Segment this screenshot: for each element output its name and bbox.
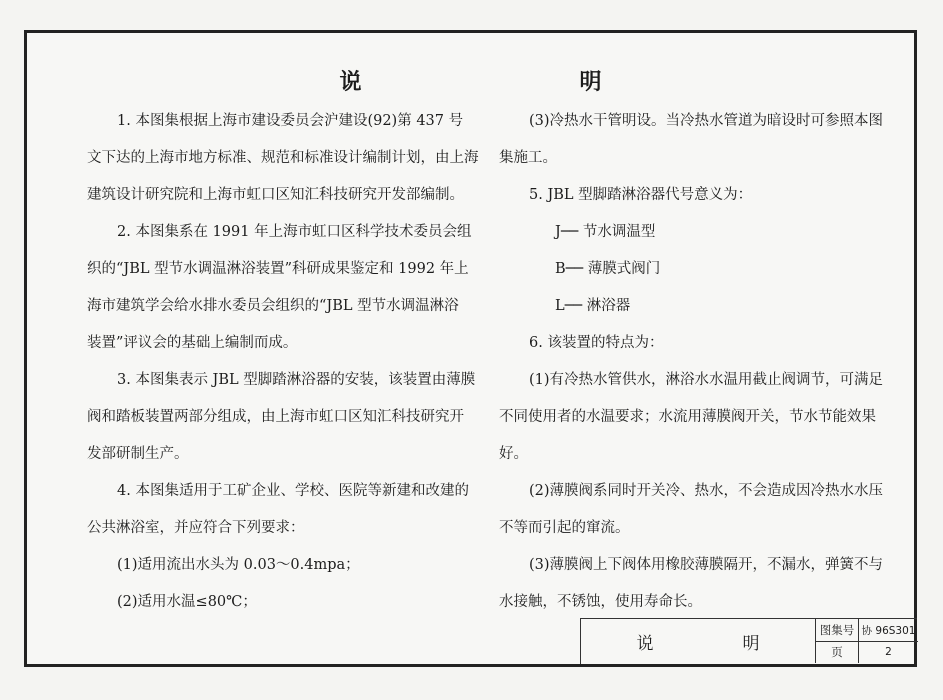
- drawing-sheet: [24, 30, 917, 667]
- text-line: (2)薄膜阀系同时开关冷、热水，不会造成因冷热水水压: [529, 483, 884, 499]
- atlas-number-row: [816, 619, 918, 642]
- text-line: 水接触，不锈蚀，使用寿命长。: [499, 594, 702, 610]
- text-line: J── 节水调温型: [555, 224, 656, 240]
- right-column: [499, 103, 889, 621]
- text-line: (2)适用水温≤80℃；: [117, 594, 257, 610]
- paragraph: [87, 103, 507, 214]
- text-line: (3)薄膜阀上下阀体用橡胶薄膜隔开，不漏水，弹簧不与: [529, 557, 884, 573]
- text-line: 1. 本图集根据上海市建设委员会沪建设(92)第 437 号: [117, 113, 464, 129]
- text-line: 阀和踏板装置两部分组成，由上海市虹口区知汇科技研究开: [87, 409, 464, 425]
- page-number-row: [816, 641, 918, 663]
- left-column: [87, 103, 507, 621]
- text-line: 5. JBL 型脚踏淋浴器代号意义为：: [529, 187, 753, 203]
- text-line: 发部研制生产。: [87, 446, 189, 462]
- text-line: 4. 本图集适用于工矿企业、学校、医院等新建和改建的: [117, 483, 469, 499]
- text-line: 好。: [499, 446, 528, 462]
- paragraph: [499, 362, 889, 473]
- text-line: 2. 本图集系在 1991 年上海市虹口区科学技术委员会组: [117, 224, 472, 240]
- title-block: [580, 618, 917, 664]
- text-line: (1)适用流出水头为 0.03～0.4mpa；: [117, 557, 360, 573]
- paragraph: [87, 473, 507, 547]
- atlas-number-label: 图集号: [816, 619, 859, 641]
- text-line: 不等而引起的窜流。: [499, 520, 630, 536]
- text-line: 公共淋浴室，并应符合下列要求：: [87, 520, 305, 536]
- text-line: (3)冷热水干管明设。当冷热水管道为暗设时可参照本图: [529, 113, 884, 129]
- text-line: 6. 该装置的特点为：: [529, 335, 664, 351]
- text-line: 3. 本图集表示 JBL 型脚踏淋浴器的安装，该装置由薄膜: [117, 372, 476, 388]
- paragraph: [499, 214, 889, 251]
- paragraph: [87, 584, 507, 621]
- paragraph: [87, 362, 507, 473]
- page-number-label: 页: [816, 641, 859, 663]
- text-line: 集施工。: [499, 150, 557, 166]
- page-title: 说 明: [339, 70, 660, 95]
- paragraph: [499, 325, 889, 362]
- text-line: 海市建筑学会给水排水委员会组织的“JBL 型节水调温淋浴: [87, 298, 459, 314]
- text-line: 文下达的上海市地方标准、规范和标准设计编制计划，由上海: [87, 150, 479, 166]
- text-line: 不同使用者的水温要求；水流用薄膜阀开关，节水节能效果: [499, 409, 876, 425]
- text-line: 建筑设计研究院和上海市虹口区知汇科技研究开发部编制。: [87, 187, 464, 203]
- title-block-name: 说 明: [581, 619, 816, 663]
- paragraph: [87, 214, 507, 362]
- text-line: L── 淋浴器: [555, 298, 631, 314]
- text-line: B── 薄膜式阀门: [555, 261, 661, 277]
- paragraph: [499, 177, 889, 214]
- atlas-number-value: 协 96S301: [861, 624, 916, 637]
- text-line: 装置”评议会的基础上编制而成。: [87, 335, 298, 351]
- paragraph: [499, 547, 889, 621]
- paragraph: [499, 473, 889, 547]
- paragraph: [499, 288, 889, 325]
- page-number-value: 2: [885, 646, 892, 658]
- paragraph: [499, 251, 889, 288]
- paragraph: [87, 547, 507, 584]
- text-line: (1)有冷热水管供水，淋浴水水温用截止阀调节，可满足: [529, 372, 884, 388]
- text-line: 织的“JBL 型节水调温淋浴装置”科研成果鉴定和 1992 年上: [87, 261, 469, 277]
- paragraph: [499, 103, 889, 177]
